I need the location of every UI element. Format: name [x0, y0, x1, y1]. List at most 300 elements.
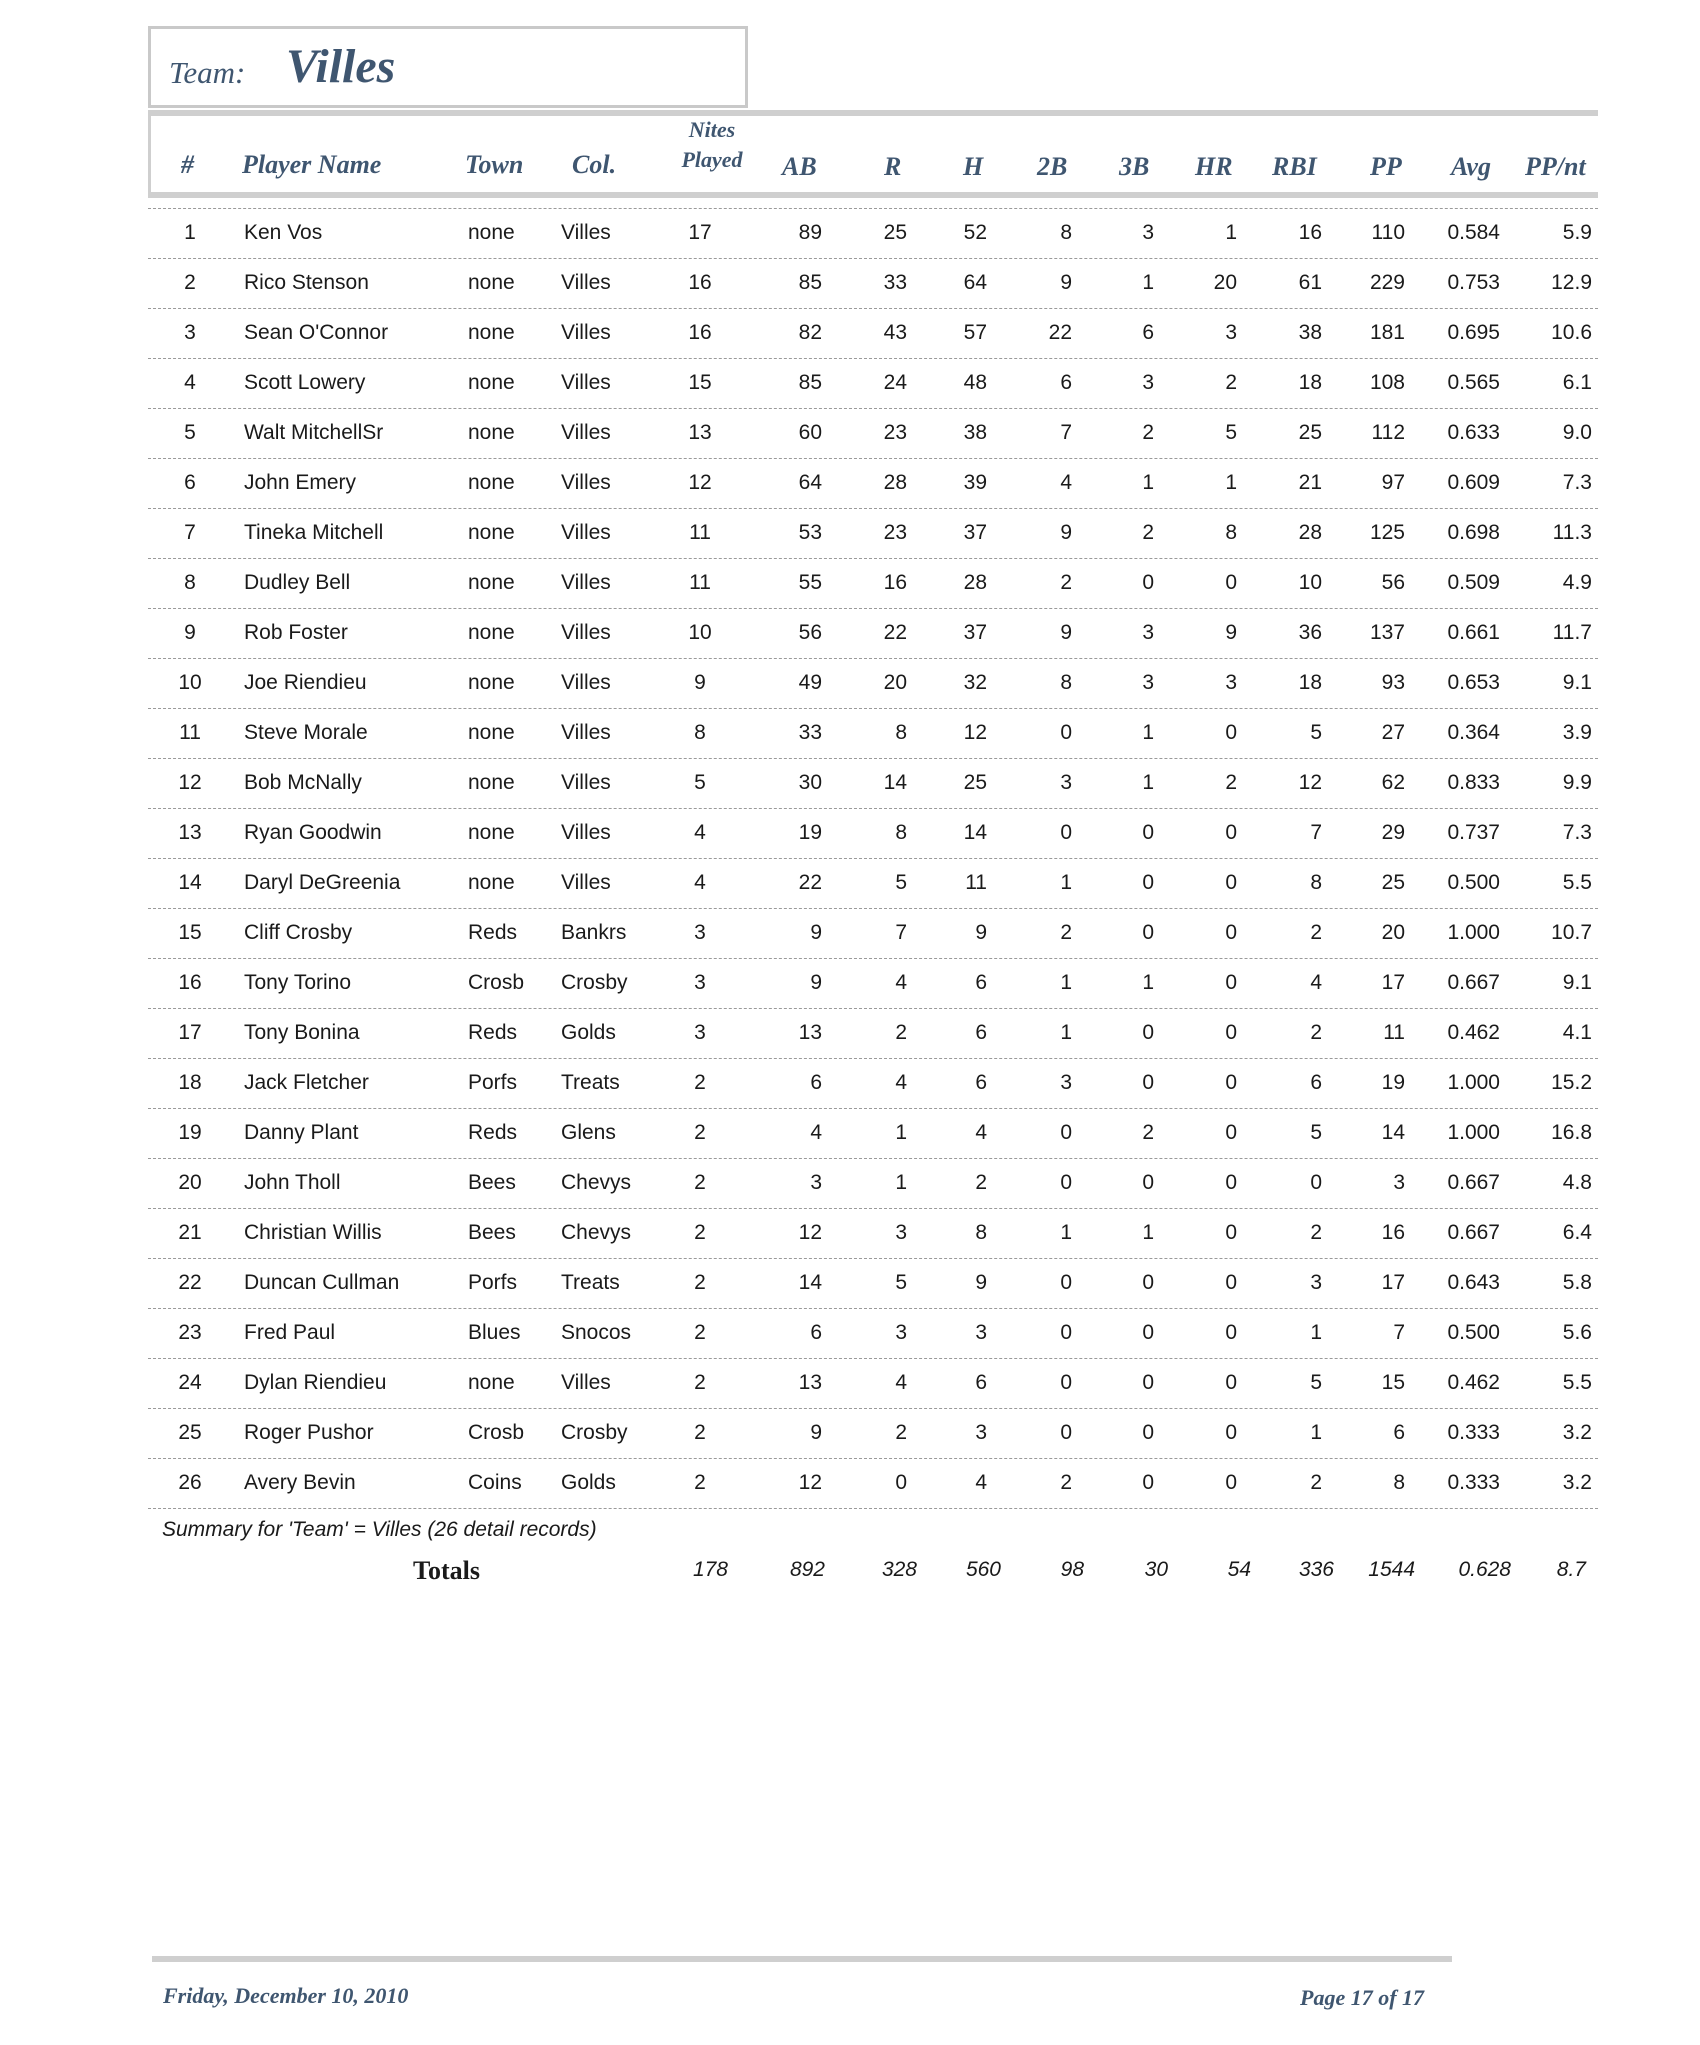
cell-avg: 1.000	[1447, 1121, 1500, 1144]
cell-r: 1	[895, 1171, 907, 1194]
cell-pp-per-nite: 5.8	[1562, 1271, 1592, 1294]
cell-avg: 0.500	[1447, 871, 1500, 894]
table-row	[148, 958, 1598, 1009]
col-header-pp-per-nite: PP/nt	[1525, 152, 1586, 181]
cell-3b: 1	[1142, 271, 1154, 294]
total-h: 560	[965, 1558, 1001, 1581]
cell-col: Villes	[561, 271, 611, 294]
cell-pp: 11	[1383, 1021, 1405, 1044]
cell-h: 6	[975, 971, 987, 994]
cell-avg: 0.633	[1447, 421, 1500, 444]
cell-player-name: Sean O'Connor	[244, 321, 389, 344]
cell-r: 8	[895, 721, 907, 744]
cell-nites-played: 3	[694, 921, 706, 944]
cell-col: Villes	[561, 771, 611, 794]
col-header-nites-played	[652, 115, 772, 175]
cell-town: none	[468, 321, 515, 344]
cell-avg: 0.333	[1447, 1421, 1500, 1444]
cell-town: none	[468, 371, 515, 394]
cell-rbi: 61	[1298, 271, 1322, 294]
cell-row-number: 9	[184, 621, 196, 644]
cell-h: 37	[963, 521, 987, 544]
footer-date: Friday, December 10, 2010	[163, 1983, 409, 2008]
cell-col: Chevys	[561, 1171, 632, 1194]
cell-avg: 0.462	[1447, 1371, 1500, 1394]
cell-town: Crosb	[468, 971, 525, 994]
cell-h: 6	[975, 1021, 987, 1044]
cell-ab: 6	[810, 1071, 822, 1094]
cell-nites-played: 2	[694, 1121, 706, 1144]
cell-player-name: Scott Lowery	[244, 371, 366, 394]
cell-pp-per-nite: 5.9	[1562, 221, 1592, 244]
cell-hr: 0	[1225, 1221, 1237, 1244]
cell-pp: 8	[1393, 1471, 1405, 1494]
cell-r: 4	[895, 1071, 907, 1094]
cell-nites-played: 15	[688, 371, 712, 394]
cell-row-number: 15	[178, 921, 202, 944]
cell-h: 12	[963, 721, 987, 744]
cell-ab: 13	[798, 1371, 822, 1394]
cell-ab: 89	[798, 221, 822, 244]
total-r: 328	[881, 1558, 917, 1581]
cell-h: 14	[963, 821, 987, 844]
cell-town: none	[468, 521, 515, 544]
table-row	[148, 1258, 1598, 1309]
cell-town: Reds	[468, 921, 518, 944]
table-row	[148, 208, 1598, 259]
cell-2b: 8	[1060, 221, 1072, 244]
cell-3b: 2	[1142, 1121, 1154, 1144]
cell-town: none	[468, 571, 515, 594]
cell-rbi: 38	[1298, 321, 1322, 344]
cell-3b: 0	[1142, 1471, 1154, 1494]
cell-col: Golds	[561, 1021, 616, 1044]
cell-pp-per-nite: 3.9	[1562, 721, 1592, 744]
cell-col: Snocos	[561, 1321, 632, 1344]
cell-col: Treats	[561, 1071, 620, 1094]
cell-nites-played: 11	[689, 571, 711, 594]
cell-col: Villes	[561, 321, 611, 344]
cell-pp: 14	[1381, 1121, 1405, 1144]
cell-ab: 85	[798, 271, 822, 294]
cell-hr: 8	[1225, 521, 1237, 544]
cell-player-name: Tony Bonina	[244, 1021, 360, 1044]
cell-nites-played: 4	[694, 871, 706, 894]
cell-nites-played: 4	[694, 821, 706, 844]
cell-pp: 7	[1393, 1321, 1405, 1344]
cell-pp-per-nite: 3.2	[1562, 1421, 1592, 1444]
cell-3b: 1	[1142, 971, 1154, 994]
cell-col: Villes	[561, 371, 611, 394]
cell-nites-played: 2	[694, 1421, 706, 1444]
cell-hr: 0	[1225, 571, 1237, 594]
cell-ab: 12	[798, 1221, 822, 1244]
cell-3b: 6	[1142, 321, 1154, 344]
cell-pp: 15	[1381, 1371, 1405, 1394]
cell-pp: 125	[1369, 521, 1405, 544]
cell-col: Bankrs	[561, 921, 627, 944]
col-header-2b: 2B	[1037, 152, 1068, 181]
cell-ab: 13	[798, 1021, 822, 1044]
cell-pp-per-nite: 4.8	[1562, 1171, 1592, 1194]
cell-ab: 85	[798, 371, 822, 394]
cell-avg: 0.667	[1447, 971, 1500, 994]
cell-player-name: Fred Paul	[244, 1321, 336, 1344]
cell-ab: 4	[810, 1121, 822, 1144]
cell-pp-per-nite: 9.1	[1562, 971, 1592, 994]
cell-row-number: 11	[179, 721, 201, 744]
table-row	[148, 308, 1598, 359]
cell-player-name: Christian Willis	[244, 1221, 382, 1244]
cell-hr: 1	[1225, 471, 1237, 494]
total-hr: 54	[1227, 1558, 1251, 1581]
cell-3b: 0	[1142, 1171, 1154, 1194]
cell-2b: 1	[1060, 1021, 1072, 1044]
cell-h: 2	[975, 1171, 987, 1194]
cell-r: 14	[883, 771, 907, 794]
col-header-hr: HR	[1195, 152, 1233, 181]
cell-pp-per-nite: 4.9	[1562, 571, 1592, 594]
cell-3b: 0	[1142, 821, 1154, 844]
cell-r: 2	[895, 1021, 907, 1044]
col-header-nites-line1: Nites	[688, 117, 736, 142]
cell-h: 64	[963, 271, 987, 294]
cell-nites-played: 16	[688, 271, 712, 294]
cell-r: 2	[895, 1421, 907, 1444]
cell-town: none	[468, 871, 515, 894]
table-bottom-rule	[148, 1508, 1598, 1509]
cell-rbi: 5	[1310, 721, 1322, 744]
cell-ab: 33	[798, 721, 822, 744]
cell-avg: 0.833	[1447, 771, 1500, 794]
cell-r: 7	[895, 921, 907, 944]
table-row	[148, 1158, 1598, 1209]
cell-rbi: 18	[1298, 371, 1322, 394]
cell-hr: 0	[1225, 1371, 1237, 1394]
cell-nites-played: 8	[694, 721, 706, 744]
cell-nites-played: 12	[688, 471, 712, 494]
cell-avg: 0.661	[1447, 621, 1500, 644]
cell-pp: 20	[1381, 921, 1405, 944]
cell-3b: 0	[1142, 1071, 1154, 1094]
cell-col: Golds	[561, 1471, 616, 1494]
cell-pp: 62	[1381, 771, 1405, 794]
cell-player-name: Rico Stenson	[244, 271, 369, 294]
cell-ab: 53	[798, 521, 822, 544]
cell-town: Bees	[468, 1221, 516, 1244]
footer-divider	[152, 1956, 1452, 1962]
cell-rbi: 3	[1310, 1271, 1322, 1294]
cell-3b: 0	[1142, 1021, 1154, 1044]
cell-ab: 49	[798, 671, 822, 694]
col-header-pp: PP	[1370, 152, 1402, 181]
cell-ab: 3	[810, 1171, 822, 1194]
cell-hr: 0	[1225, 1271, 1237, 1294]
cell-h: 48	[963, 371, 987, 394]
cell-r: 4	[895, 1371, 907, 1394]
cell-2b: 0	[1060, 1371, 1072, 1394]
cell-2b: 0	[1060, 1171, 1072, 1194]
cell-town: none	[468, 821, 515, 844]
table-row	[148, 508, 1598, 559]
cell-2b: 7	[1060, 421, 1072, 444]
cell-row-number: 16	[178, 971, 202, 994]
cell-avg: 0.462	[1447, 1021, 1500, 1044]
cell-hr: 0	[1225, 1021, 1237, 1044]
cell-hr: 2	[1225, 371, 1237, 394]
cell-pp-per-nite: 12.9	[1551, 271, 1592, 294]
cell-town: none	[468, 221, 515, 244]
cell-ab: 60	[798, 421, 822, 444]
cell-col: Crosby	[561, 971, 628, 994]
cell-hr: 1	[1225, 221, 1237, 244]
cell-avg: 0.643	[1447, 1271, 1500, 1294]
cell-row-number: 6	[184, 471, 196, 494]
cell-hr: 5	[1225, 421, 1237, 444]
cell-pp: 16	[1381, 1221, 1405, 1244]
cell-col: Villes	[561, 421, 611, 444]
col-header-nites-line2: Played	[681, 147, 743, 172]
cell-pp: 6	[1393, 1421, 1405, 1444]
cell-player-name: Tineka Mitchell	[244, 521, 384, 544]
cell-row-number: 18	[178, 1071, 202, 1094]
cell-2b: 2	[1060, 1471, 1072, 1494]
cell-avg: 0.584	[1447, 221, 1500, 244]
cell-ab: 14	[798, 1271, 822, 1294]
cell-hr: 0	[1225, 971, 1237, 994]
cell-3b: 0	[1142, 871, 1154, 894]
cell-row-number: 21	[178, 1221, 202, 1244]
table-row	[148, 1008, 1598, 1059]
cell-row-number: 17	[178, 1021, 202, 1044]
cell-2b: 22	[1048, 321, 1072, 344]
cell-rbi: 28	[1298, 521, 1322, 544]
cell-h: 8	[975, 1221, 987, 1244]
cell-nites-played: 2	[694, 1171, 706, 1194]
table-row	[148, 458, 1598, 509]
cell-col: Treats	[561, 1271, 620, 1294]
cell-col: Villes	[561, 821, 611, 844]
cell-town: none	[468, 771, 515, 794]
cell-2b: 6	[1060, 371, 1072, 394]
total-avg: 0.628	[1458, 1558, 1511, 1581]
cell-2b: 1	[1060, 871, 1072, 894]
cell-hr: 0	[1225, 871, 1237, 894]
cell-2b: 2	[1060, 571, 1072, 594]
cell-player-name: Rob Foster	[244, 621, 348, 644]
cell-avg: 0.753	[1447, 271, 1500, 294]
cell-h: 4	[975, 1471, 987, 1494]
cell-3b: 3	[1142, 371, 1154, 394]
cell-row-number: 1	[184, 221, 196, 244]
cell-player-name: Tony Torino	[244, 971, 352, 994]
cell-row-number: 20	[178, 1171, 202, 1194]
cell-pp: 97	[1381, 471, 1405, 494]
cell-pp-per-nite: 5.6	[1562, 1321, 1592, 1344]
total-2b: 98	[1060, 1558, 1084, 1581]
cell-rbi: 4	[1310, 971, 1322, 994]
cell-2b: 1	[1060, 971, 1072, 994]
cell-nites-played: 2	[694, 1071, 706, 1094]
cell-avg: 1.000	[1447, 1071, 1500, 1094]
cell-r: 22	[883, 621, 907, 644]
cell-h: 57	[963, 321, 987, 344]
cell-town: Crosb	[468, 1421, 525, 1444]
cell-rbi: 21	[1298, 471, 1322, 494]
total-nites-played: 178	[692, 1558, 728, 1581]
table-row	[148, 1408, 1598, 1459]
cell-nites-played: 17	[688, 221, 712, 244]
cell-rbi: 5	[1310, 1371, 1322, 1394]
cell-player-name: Bob McNally	[244, 771, 362, 794]
cell-rbi: 25	[1298, 421, 1322, 444]
cell-pp: 56	[1381, 571, 1405, 594]
cell-ab: 55	[798, 571, 822, 594]
cell-pp: 108	[1369, 371, 1405, 394]
table-row	[148, 358, 1598, 409]
cell-2b: 2	[1060, 921, 1072, 944]
cell-rbi: 0	[1310, 1171, 1322, 1194]
cell-h: 39	[963, 471, 987, 494]
cell-pp-per-nite: 4.1	[1562, 1021, 1592, 1044]
cell-2b: 0	[1060, 1421, 1072, 1444]
cell-h: 32	[963, 671, 987, 694]
cell-nites-played: 2	[694, 1271, 706, 1294]
cell-rbi: 18	[1298, 671, 1322, 694]
cell-ab: 64	[798, 471, 822, 494]
cell-row-number: 12	[178, 771, 202, 794]
cell-pp-per-nite: 9.0	[1562, 421, 1592, 444]
cell-r: 1	[895, 1121, 907, 1144]
cell-hr: 3	[1225, 671, 1237, 694]
table-row	[148, 408, 1598, 459]
cell-r: 5	[895, 871, 907, 894]
col-header-number: #	[181, 150, 194, 179]
table-row	[148, 1058, 1598, 1109]
cell-rbi: 5	[1310, 1121, 1322, 1144]
cell-pp-per-nite: 6.1	[1562, 371, 1592, 394]
cell-player-name: Danny Plant	[244, 1121, 359, 1144]
cell-hr: 0	[1225, 921, 1237, 944]
cell-ab: 12	[798, 1471, 822, 1494]
cell-row-number: 3	[184, 321, 196, 344]
table-row	[148, 1208, 1598, 1259]
cell-row-number: 14	[178, 871, 202, 894]
cell-nites-played: 13	[688, 421, 712, 444]
cell-player-name: Cliff Crosby	[244, 921, 353, 944]
cell-r: 16	[883, 571, 907, 594]
table-row	[148, 258, 1598, 309]
cell-avg: 0.364	[1447, 721, 1500, 744]
cell-3b: 1	[1142, 471, 1154, 494]
cell-r: 3	[895, 1321, 907, 1344]
table-row	[148, 608, 1598, 659]
table-row	[148, 708, 1598, 759]
cell-town: none	[468, 671, 515, 694]
cell-hr: 0	[1225, 1071, 1237, 1094]
cell-nites-played: 16	[688, 321, 712, 344]
cell-2b: 0	[1060, 1121, 1072, 1144]
cell-nites-played: 2	[694, 1221, 706, 1244]
cell-pp-per-nite: 11.7	[1552, 621, 1592, 644]
cell-rbi: 2	[1310, 1471, 1322, 1494]
cell-3b: 3	[1142, 671, 1154, 694]
cell-col: Villes	[561, 621, 611, 644]
cell-hr: 0	[1225, 821, 1237, 844]
table-row	[148, 1358, 1598, 1409]
table-row	[148, 758, 1598, 809]
cell-hr: 0	[1225, 1171, 1237, 1194]
cell-r: 28	[883, 471, 907, 494]
cell-2b: 3	[1060, 1071, 1072, 1094]
cell-nites-played: 10	[688, 621, 712, 644]
table-row	[148, 1108, 1598, 1159]
cell-nites-played: 3	[694, 971, 706, 994]
cell-h: 6	[975, 1371, 987, 1394]
cell-pp-per-nite: 15.2	[1551, 1071, 1592, 1094]
cell-nites-played: 5	[694, 771, 706, 794]
cell-rbi: 1	[1310, 1321, 1322, 1344]
cell-2b: 0	[1060, 1271, 1072, 1294]
cell-3b: 3	[1142, 621, 1154, 644]
table-row	[148, 808, 1598, 859]
cell-hr: 3	[1225, 321, 1237, 344]
cell-h: 28	[963, 571, 987, 594]
cell-row-number: 19	[178, 1121, 202, 1144]
cell-town: none	[468, 721, 515, 744]
cell-col: Villes	[561, 671, 611, 694]
cell-3b: 3	[1142, 221, 1154, 244]
cell-town: Reds	[468, 1021, 518, 1044]
cell-2b: 0	[1060, 821, 1072, 844]
cell-hr: 0	[1225, 1421, 1237, 1444]
cell-col: Villes	[561, 1371, 611, 1394]
cell-avg: 0.500	[1447, 1321, 1500, 1344]
cell-town: none	[468, 421, 515, 444]
cell-3b: 1	[1142, 1221, 1154, 1244]
cell-player-name: John Emery	[244, 471, 357, 494]
total-pp-per-nite: 8.7	[1556, 1558, 1586, 1581]
cell-ab: 56	[798, 621, 822, 644]
cell-3b: 0	[1142, 1371, 1154, 1394]
cell-h: 38	[963, 421, 987, 444]
cell-hr: 2	[1225, 771, 1237, 794]
col-header-col: Col.	[572, 150, 617, 179]
cell-pp: 93	[1381, 671, 1405, 694]
cell-h: 25	[963, 771, 987, 794]
cell-pp-per-nite: 10.7	[1551, 921, 1592, 944]
cell-hr: 20	[1213, 271, 1237, 294]
cell-pp-per-nite: 9.1	[1562, 671, 1592, 694]
cell-rbi: 6	[1310, 1071, 1322, 1094]
cell-col: Villes	[561, 521, 611, 544]
cell-nites-played: 9	[694, 671, 706, 694]
cell-h: 11	[965, 871, 987, 894]
cell-r: 43	[883, 321, 907, 344]
cell-hr: 0	[1225, 1471, 1237, 1494]
cell-avg: 0.609	[1447, 471, 1500, 494]
cell-avg: 0.667	[1447, 1221, 1500, 1244]
cell-r: 24	[883, 371, 907, 394]
cell-col: Villes	[561, 221, 611, 244]
cell-col: Chevys	[561, 1221, 632, 1244]
cell-town: Porfs	[468, 1071, 518, 1094]
table-row	[148, 1308, 1598, 1359]
cell-rbi: 12	[1298, 771, 1322, 794]
cell-3b: 1	[1142, 721, 1154, 744]
cell-player-name: Daryl DeGreenia	[244, 871, 401, 894]
table-row	[148, 1458, 1598, 1509]
